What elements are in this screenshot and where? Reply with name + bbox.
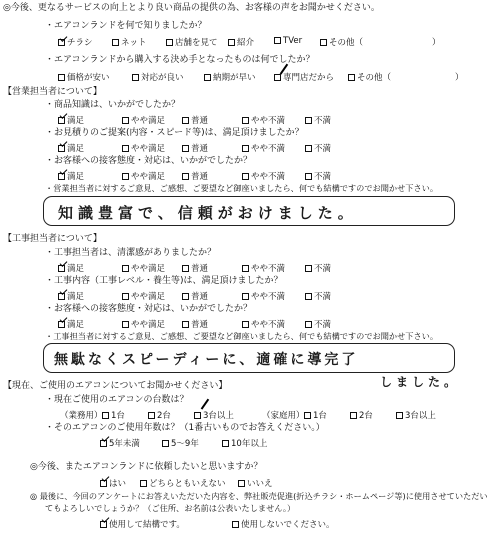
checkbox[interactable] — [140, 480, 147, 487]
question-worker-attitude: ・お客様への接客態度・対応は、いかがでしたか？ — [45, 304, 253, 314]
question-permission-line2: てもよろしいでしょうか？（ご住所、お名前は公表いたしません。） — [45, 503, 296, 513]
rating-satisfied[interactable]: 満足 — [58, 318, 84, 330]
checkbox[interactable] — [122, 173, 129, 180]
section-header-construction: 【工事担当者について】 — [3, 234, 102, 244]
checkbox[interactable] — [194, 412, 201, 419]
question-product-knowledge: ・商品知識は、いかがでしたか？ — [45, 100, 181, 110]
option-permission-no[interactable]: 使用しないでください。 — [232, 518, 335, 530]
checkbox[interactable] — [305, 117, 312, 124]
option-found-store[interactable]: 店舗を見て — [166, 36, 218, 48]
option-decide-service[interactable]: 対応が良い — [132, 71, 184, 83]
option-decide-price[interactable]: 価格が安い — [58, 71, 110, 83]
rating-neutral[interactable]: 普通 — [182, 318, 208, 330]
option-years-10plus[interactable]: 10年以上 — [222, 437, 267, 449]
rating-somewhat-satisfied[interactable]: やや満足 — [122, 114, 165, 126]
checkbox[interactable] — [320, 39, 327, 46]
rating-satisfied[interactable]: 満足 — [58, 142, 84, 154]
option-business-1[interactable]: 1台 — [102, 409, 125, 421]
question-work-quality: ・工事内容（工事レベル・養生等)は、満足頂けましたか？ — [45, 276, 283, 286]
rating-satisfied[interactable]: 満足 — [58, 170, 84, 182]
section-header-sales: 【営業担当者について】 — [3, 87, 102, 97]
option-again-neutral[interactable]: どちらともいえない — [140, 477, 226, 489]
question-construction-comments: ・工事担当者に対するご意見、ご感想、ご要望など御座いましたら、何でも結構ですのでお聞かせ下さい。 — [45, 331, 439, 341]
checkbox[interactable] — [232, 521, 239, 528]
rating-somewhat-dissatisfied[interactable]: やや不満 — [242, 262, 285, 274]
checkbox[interactable] — [166, 39, 173, 46]
checkbox[interactable] — [238, 480, 245, 487]
checkbox[interactable] — [348, 74, 355, 81]
question-sales-comments: ・営業担当者に対するご意見、ご感想、ご要望など御座いましたら、何でも結構ですのでお聞かせ下さい。 — [45, 183, 439, 193]
question-permission-line1: ◎ 最後に、今回のアンケートにお答えいただいた内容を、弊社販売促進(折込チラシ・ホームページ等)に使用させていただい — [30, 491, 488, 501]
rating-neutral[interactable]: 普通 — [182, 114, 208, 126]
construction-comment-box[interactable] — [43, 343, 455, 373]
checkbox[interactable] — [204, 74, 211, 81]
checkbox[interactable] — [274, 37, 281, 44]
option-decide-other[interactable]: その他（ — [348, 71, 391, 83]
rating-somewhat-satisfied[interactable]: やや満足 — [122, 318, 165, 330]
option-found-tver[interactable]: TVer — [274, 36, 302, 46]
rating-dissatisfied[interactable]: 不満 — [305, 114, 331, 126]
paren-close: ） — [432, 38, 441, 48]
checkbox[interactable] — [162, 440, 169, 447]
sales-comment-text: 知識豊富で、信頼がおけました。 — [58, 204, 358, 222]
rating-dissatisfied[interactable]: 不満 — [305, 142, 331, 154]
checkbox[interactable] — [305, 293, 312, 300]
construction-comment-continuation: しました。 — [380, 375, 461, 389]
checkbox[interactable] — [350, 412, 357, 419]
checkbox[interactable] — [182, 145, 189, 152]
construction-comment-text: 無駄なくスピーディーに、適確に導完了 — [54, 352, 359, 368]
rating-satisfied[interactable]: 満足 — [58, 114, 84, 126]
rating-satisfied[interactable]: 満足 — [58, 262, 84, 274]
survey-intro: ◎今後、更なるサービスの向上とより良い商品の提供の為、お客様の声をお聞かせください。 — [3, 3, 380, 13]
checkbox[interactable] — [305, 145, 312, 152]
checkbox[interactable] — [242, 321, 249, 328]
question-decision: ・エアコンランドから購入する決め手となったものは何でしたか？ — [45, 55, 315, 65]
rating-somewhat-satisfied[interactable]: やや満足 — [122, 290, 165, 302]
checkbox[interactable] — [305, 321, 312, 328]
checkbox[interactable] — [242, 265, 249, 272]
paren-close: ） — [455, 73, 464, 83]
option-permission-yes[interactable]: 使用して結構です。 — [100, 518, 185, 530]
checkbox[interactable] — [305, 173, 312, 180]
rating-neutral[interactable]: 普通 — [182, 290, 208, 302]
checkbox[interactable] — [274, 74, 281, 81]
rating-neutral[interactable]: 普通 — [182, 170, 208, 182]
option-home-1[interactable]: 1台 — [304, 409, 327, 421]
rating-somewhat-satisfied[interactable]: やや満足 — [122, 142, 165, 154]
option-found-other[interactable]: その他（ — [320, 36, 363, 48]
rating-somewhat-dissatisfied[interactable]: やや不満 — [242, 114, 285, 126]
checkbox[interactable] — [396, 412, 403, 419]
check-mark — [201, 399, 209, 410]
checkbox[interactable] — [182, 117, 189, 124]
checkbox[interactable] — [305, 265, 312, 272]
question-unit-count: ・現在ご使用のエアコンの台数は？ — [45, 395, 189, 405]
checkbox[interactable] — [182, 265, 189, 272]
checkbox[interactable] — [182, 321, 189, 328]
checkbox[interactable] — [182, 293, 189, 300]
checkbox[interactable] — [242, 117, 249, 124]
option-found-net[interactable]: ネット — [112, 36, 147, 48]
sales-comment-box[interactable] — [43, 196, 455, 226]
option-again-yes[interactable]: はい — [100, 477, 126, 489]
question-use-again: ◎今後、またエアコンランドに依頼したいと思いますか？ — [30, 462, 263, 472]
option-decide-specialist[interactable]: 専門店だから — [274, 71, 334, 83]
checkbox[interactable] — [242, 145, 249, 152]
checkbox[interactable] — [112, 39, 119, 46]
rating-somewhat-satisfied[interactable]: やや満足 — [122, 262, 165, 274]
checkbox[interactable] — [122, 145, 129, 152]
option-years-under5[interactable]: 5年未満 — [100, 437, 140, 449]
option-home-3plus[interactable]: 3台以上 — [396, 409, 436, 421]
question-quote-proposal: ・お見積りのご提案(内容・スピード等)は、満足頂けましたか？ — [45, 128, 304, 138]
question-cleanliness: ・工事担当者は、清潔感がありましたか？ — [45, 248, 217, 258]
rating-somewhat-dissatisfied[interactable]: やや不満 — [242, 318, 285, 330]
checkbox[interactable] — [228, 39, 235, 46]
checkbox[interactable] — [148, 412, 155, 419]
option-home-2[interactable]: 2台 — [350, 409, 373, 421]
rating-somewhat-dissatisfied[interactable]: やや不満 — [242, 170, 285, 182]
option-business-2[interactable]: 2台 — [148, 409, 171, 421]
option-found-flyer[interactable]: チラシ — [58, 36, 93, 48]
rating-somewhat-dissatisfied[interactable]: やや不満 — [242, 290, 285, 302]
checkbox[interactable] — [222, 440, 229, 447]
checkbox[interactable] — [122, 293, 129, 300]
option-years-5to9[interactable]: 5〜9年 — [162, 437, 199, 449]
checkbox[interactable] — [132, 74, 139, 81]
checkbox[interactable] — [122, 265, 129, 272]
checkbox[interactable] — [304, 412, 311, 419]
checkbox[interactable] — [182, 173, 189, 180]
option-again-no[interactable]: いいえ — [238, 477, 273, 489]
section-header-current-ac: 【現在、ご使用のエアコンについてお聞かせください】 — [3, 381, 228, 391]
checkbox[interactable] — [102, 412, 109, 419]
option-business-3plus[interactable]: 3台以上 — [194, 409, 234, 421]
rating-dissatisfied[interactable]: 不満 — [305, 290, 331, 302]
option-decide-fast[interactable]: 納期が早い — [204, 71, 256, 83]
rating-dissatisfied[interactable]: 不満 — [305, 262, 331, 274]
rating-dissatisfied[interactable]: 不満 — [305, 318, 331, 330]
option-found-referral[interactable]: 紹介 — [228, 36, 254, 48]
question-service-attitude: ・お客様への接客態度・対応は、いかがでしたか？ — [45, 156, 253, 166]
label-home-use: （家庭用） — [262, 411, 305, 421]
rating-neutral[interactable]: 普通 — [182, 262, 208, 274]
rating-somewhat-dissatisfied[interactable]: やや不満 — [242, 142, 285, 154]
rating-satisfied[interactable]: 満足 — [58, 290, 84, 302]
rating-neutral[interactable]: 普通 — [182, 142, 208, 154]
checkbox[interactable] — [122, 117, 129, 124]
checkbox[interactable] — [242, 293, 249, 300]
checkbox[interactable] — [242, 173, 249, 180]
label-business-use: （業務用） — [60, 411, 103, 421]
checkbox[interactable] — [58, 74, 65, 81]
question-years-used: ・そのエアコンのご使用年数は？（1番古いものでお答えください。） — [45, 423, 325, 433]
rating-somewhat-satisfied[interactable]: やや満足 — [122, 170, 165, 182]
rating-dissatisfied[interactable]: 不満 — [305, 170, 331, 182]
question-how-found: ・エアコンランドを何で知りましたか？ — [45, 21, 207, 31]
checkbox[interactable] — [122, 321, 129, 328]
